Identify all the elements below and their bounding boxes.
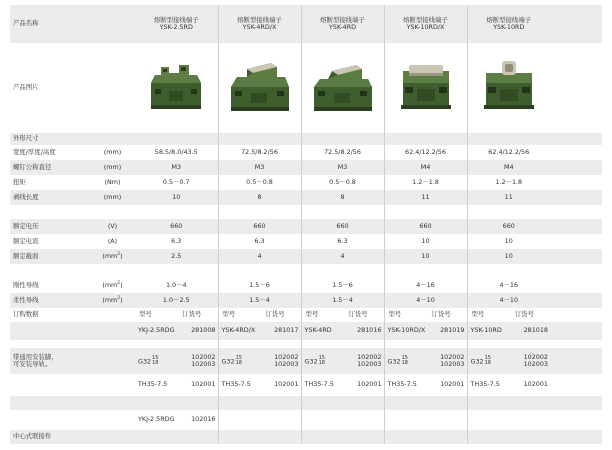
spec-row-dimensions: 宽度/厚度/高度 (mm) 58.5/8.0/43.5 72.5/8.2/56 72.5/8.2/56 62.4/12.2/56 62.4/12.2/56 xyxy=(10,145,602,160)
spec-row-torque: 扭矩 (Nm) 0.5－0.7 0.5－0.8 0.5－0.8 1.2－1.8 1.2－1.8 xyxy=(10,175,602,190)
elec-row-section: 额定截面 $(mm^2)$ 2.5 4 4 10 10 xyxy=(10,249,602,264)
wire-row-rigid: 刚性导线 $(mm^2)$ 1.0－4 1.5－6 1.5－6 4－16 4－16 xyxy=(10,278,602,293)
spec-row-strip: 剥线长度 (mm) 10 8 8 11 11 xyxy=(10,190,602,205)
product-name-row xyxy=(10,5,602,43)
elec-row-current: 额定电流 (A) 6.3 6.3 6.3 10 10 xyxy=(10,234,602,249)
header-label: 产品名称 xyxy=(10,5,90,43)
elec-row-voltage: 额定电压 (V) 660 660 660 660 660 xyxy=(10,219,602,234)
image-row-label: 产品图片 xyxy=(10,43,90,133)
product-image-row xyxy=(10,43,602,133)
wire-row-flexible: 柔性导线 $(mm^2)$ 1.0－2.5 1.5－4 1.5－4 4－10 4－10 xyxy=(10,293,602,308)
extra-item-row: YKJ-2.5RDG 102016 xyxy=(10,410,602,430)
product-name-3: 熔断型接线端子 YSK-4RD xyxy=(301,5,384,43)
footer-label: 中心式联接件 xyxy=(10,430,90,444)
order-header-row: 订购数据 型号 订货号 型号 订货号 型号 订货号 型号 订货号 型号 订货号 xyxy=(10,308,602,322)
product-name-2: 熔断型接线端子 YSK-4RD/X xyxy=(218,5,301,43)
mount-g32-row: 带通用安装脚， 可安装导轨。 G32 15 18 102002 102003 G32 15 18 102002 102003 G32 15 18 102002 102003 G32 15 18 102002 102003 G32 15 18 102002 102003 xyxy=(10,348,602,374)
footer-row xyxy=(10,430,602,444)
spacer-row-3 xyxy=(10,340,602,348)
spacer-row-4 xyxy=(10,396,602,410)
order-label: 订购数据 xyxy=(10,308,90,322)
product-image-5 xyxy=(467,43,550,133)
spacer-row xyxy=(10,205,602,219)
spec-sheet xyxy=(10,5,602,445)
order-items-row: YKJ-2.5RDG 281008 YSK-4RD/X 281017 YSK-4RD 281016 YSK-10RD/X 281019 YSK-10RD 281018 xyxy=(10,322,602,340)
product-image-3 xyxy=(301,43,384,133)
dims-section-label: 外形尺寸 xyxy=(10,133,90,145)
spacer-row-2 xyxy=(10,264,602,278)
product-name-1: 熔断型接线端子 YSK-2.5RD xyxy=(135,5,218,43)
product-image-2 xyxy=(218,43,301,133)
dims-section-row xyxy=(10,133,602,145)
mount-th35-row: TH35-7.5 102001 TH35-7.5 102001 TH35-7.5 102001 TH35-7.5 102001 TH35-7.5 102001 xyxy=(10,374,602,396)
spec-row-screw: 螺钉公称直径 (mm) M3 M3 M3 M4 M4 xyxy=(10,160,602,175)
spec-table xyxy=(10,5,602,444)
product-name-4: 熔断型接线端子 YSK-10RD/X xyxy=(384,5,467,43)
product-image-1 xyxy=(135,43,218,133)
product-image-4 xyxy=(384,43,467,133)
product-name-5: 熔断型接线端子 YSK-10RD xyxy=(467,5,550,43)
